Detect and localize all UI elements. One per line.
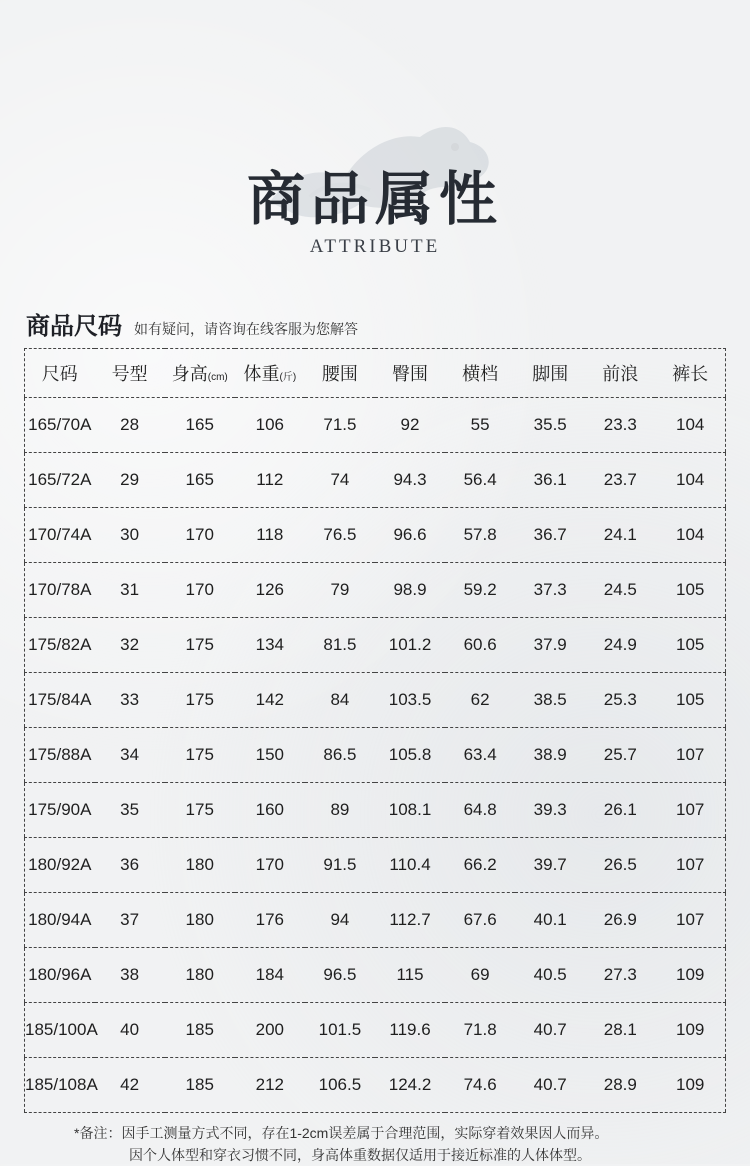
column-header-label: 横档 — [462, 364, 499, 384]
column-header-label: 臀围 — [392, 364, 429, 384]
table-cell: 105 — [655, 563, 725, 618]
table-cell: 66.2 — [445, 838, 515, 893]
table-cell: 28.9 — [585, 1058, 655, 1113]
table-cell: 36.1 — [515, 453, 585, 508]
table-cell: 30 — [95, 508, 165, 563]
table-cell: 175 — [165, 783, 235, 838]
section-header — [26, 306, 358, 341]
table-cell: 165/72A — [25, 453, 95, 508]
column-header-unit: (斤) — [279, 372, 297, 383]
column-header — [25, 349, 95, 398]
column-header — [375, 349, 445, 398]
table-cell: 126 — [235, 563, 305, 618]
table-cell: 150 — [235, 728, 305, 783]
size-table — [24, 348, 726, 1113]
column-header-unit: (cm) — [207, 372, 228, 383]
table-cell: 185 — [165, 1058, 235, 1113]
table-cell: 74.6 — [445, 1058, 515, 1113]
table-cell: 71.5 — [305, 398, 375, 453]
table-cell: 40.5 — [515, 948, 585, 1003]
table-row — [25, 508, 726, 563]
table-row — [25, 783, 726, 838]
table-cell: 105.8 — [375, 728, 445, 783]
table-cell: 94.3 — [375, 453, 445, 508]
table-cell: 103.5 — [375, 673, 445, 728]
table-cell: 134 — [235, 618, 305, 673]
table-cell: 185/108A — [25, 1058, 95, 1113]
column-header-label: 裤长 — [672, 364, 709, 384]
table-cell: 37.9 — [515, 618, 585, 673]
table-cell: 175 — [165, 618, 235, 673]
column-header — [235, 349, 305, 398]
table-cell: 107 — [655, 893, 725, 948]
table-cell: 40.7 — [515, 1058, 585, 1113]
table-cell: 185/100A — [25, 1003, 95, 1058]
column-header — [515, 349, 585, 398]
table-cell: 23.3 — [585, 398, 655, 453]
table-cell: 26.5 — [585, 838, 655, 893]
table-cell: 104 — [655, 508, 725, 563]
table-cell: 165 — [165, 398, 235, 453]
table-cell: 35 — [95, 783, 165, 838]
table-cell: 118 — [235, 508, 305, 563]
table-cell: 106.5 — [305, 1058, 375, 1113]
table-cell: 42 — [95, 1058, 165, 1113]
table-cell: 26.1 — [585, 783, 655, 838]
column-header-label: 脚围 — [532, 364, 569, 384]
table-cell: 36.7 — [515, 508, 585, 563]
table-cell: 175 — [165, 673, 235, 728]
footnote-line-1: *备注：因手工测量方式不同，存在1-2cm误差属于合理范围，实际穿着效果因人而异。 — [74, 1125, 609, 1141]
table-cell: 170 — [235, 838, 305, 893]
column-header — [165, 349, 235, 398]
column-header — [655, 349, 725, 398]
table-cell: 28.1 — [585, 1003, 655, 1058]
table-cell: 24.5 — [585, 563, 655, 618]
table-cell: 24.1 — [585, 508, 655, 563]
table-cell: 33 — [95, 673, 165, 728]
table-cell: 200 — [235, 1003, 305, 1058]
table-cell: 81.5 — [305, 618, 375, 673]
table-cell: 170/78A — [25, 563, 95, 618]
page-subtitle-en: ATTRIBUTE — [309, 236, 441, 257]
table-cell: 165 — [165, 453, 235, 508]
table-cell: 176 — [235, 893, 305, 948]
table-cell: 160 — [235, 783, 305, 838]
table-cell: 175/82A — [25, 618, 95, 673]
table-cell: 57.8 — [445, 508, 515, 563]
table-cell: 165/70A — [25, 398, 95, 453]
table-row — [25, 673, 726, 728]
table-row — [25, 1058, 726, 1113]
section-subtitle: 如有疑问，请咨询在线客服为您解答 — [134, 321, 358, 337]
table-cell: 40 — [95, 1003, 165, 1058]
table-row — [25, 618, 726, 673]
column-header-label: 尺码 — [41, 364, 78, 384]
column-header — [445, 349, 515, 398]
table-row — [25, 1003, 726, 1058]
table-cell: 29 — [95, 453, 165, 508]
table-cell: 109 — [655, 1003, 725, 1058]
table-body — [25, 398, 726, 1113]
table-row — [25, 948, 726, 1003]
table-cell: 170/74A — [25, 508, 95, 563]
table-cell: 107 — [655, 838, 725, 893]
table-cell: 91.5 — [305, 838, 375, 893]
table-cell: 170 — [165, 508, 235, 563]
table-cell: 62 — [445, 673, 515, 728]
table-cell: 184 — [235, 948, 305, 1003]
table-cell: 142 — [235, 673, 305, 728]
column-header-label: 身高 — [171, 364, 208, 384]
table-cell: 27.3 — [585, 948, 655, 1003]
section-title: 商品尺码 — [26, 313, 122, 340]
table-cell: 104 — [655, 453, 725, 508]
table-cell: 96.5 — [305, 948, 375, 1003]
table-cell: 37 — [95, 893, 165, 948]
table-row — [25, 893, 726, 948]
table-cell: 180/92A — [25, 838, 95, 893]
table-cell: 76.5 — [305, 508, 375, 563]
column-header-label: 体重 — [243, 364, 280, 384]
table-cell: 24.9 — [585, 618, 655, 673]
table-cell: 112.7 — [375, 893, 445, 948]
table-cell: 101.5 — [305, 1003, 375, 1058]
table-cell: 40.7 — [515, 1003, 585, 1058]
table-cell: 28 — [95, 398, 165, 453]
table-cell: 84 — [305, 673, 375, 728]
column-header — [95, 349, 165, 398]
column-header — [305, 349, 375, 398]
table-cell: 31 — [95, 563, 165, 618]
table-cell: 67.6 — [445, 893, 515, 948]
table-cell: 107 — [655, 728, 725, 783]
table-cell: 36 — [95, 838, 165, 893]
table-cell: 74 — [305, 453, 375, 508]
table-cell: 35.5 — [515, 398, 585, 453]
table-cell: 180/94A — [25, 893, 95, 948]
table-cell: 40.1 — [515, 893, 585, 948]
table-cell: 115 — [375, 948, 445, 1003]
table-cell: 119.6 — [375, 1003, 445, 1058]
page-title: 商品属性 — [246, 165, 503, 233]
table-cell: 92 — [375, 398, 445, 453]
table-cell: 180/96A — [25, 948, 95, 1003]
table-cell: 109 — [655, 1058, 725, 1113]
table-row — [25, 453, 726, 508]
table-cell: 71.8 — [445, 1003, 515, 1058]
table-cell: 109 — [655, 948, 725, 1003]
column-header — [585, 349, 655, 398]
table-cell: 175/88A — [25, 728, 95, 783]
table-cell: 25.7 — [585, 728, 655, 783]
table-row — [25, 563, 726, 618]
table-cell: 55 — [445, 398, 515, 453]
table-cell: 175/84A — [25, 673, 95, 728]
table-cell: 180 — [165, 948, 235, 1003]
table-cell: 105 — [655, 673, 725, 728]
table-cell: 63.4 — [445, 728, 515, 783]
table-cell: 79 — [305, 563, 375, 618]
table-cell: 37.3 — [515, 563, 585, 618]
table-cell: 108.1 — [375, 783, 445, 838]
table-cell: 25.3 — [585, 673, 655, 728]
table-cell: 69 — [445, 948, 515, 1003]
table-row — [25, 398, 726, 453]
table-cell: 56.4 — [445, 453, 515, 508]
table-cell: 86.5 — [305, 728, 375, 783]
table-cell: 38 — [95, 948, 165, 1003]
table-cell: 38.5 — [515, 673, 585, 728]
table-row — [25, 728, 726, 783]
table-cell: 60.6 — [445, 618, 515, 673]
table-cell: 96.6 — [375, 508, 445, 563]
table-cell: 89 — [305, 783, 375, 838]
table-cell: 34 — [95, 728, 165, 783]
table-cell: 94 — [305, 893, 375, 948]
table-cell: 185 — [165, 1003, 235, 1058]
table-cell: 180 — [165, 838, 235, 893]
table-cell: 107 — [655, 783, 725, 838]
footnote-line-2: 因个人体型和穿衣习惯不同，身高体重数据仅适用于接近标准的人体体型。 — [129, 1147, 591, 1163]
table-cell: 110.4 — [375, 838, 445, 893]
table-cell: 105 — [655, 618, 725, 673]
table-cell: 106 — [235, 398, 305, 453]
table-cell: 175 — [165, 728, 235, 783]
table-cell: 124.2 — [375, 1058, 445, 1113]
table-cell: 101.2 — [375, 618, 445, 673]
table-cell: 212 — [235, 1058, 305, 1113]
table-cell: 39.7 — [515, 838, 585, 893]
table-cell: 180 — [165, 893, 235, 948]
table-cell: 39.3 — [515, 783, 585, 838]
table-cell: 59.2 — [445, 563, 515, 618]
table-cell: 38.9 — [515, 728, 585, 783]
table-cell: 98.9 — [375, 563, 445, 618]
table-cell: 170 — [165, 563, 235, 618]
table-cell: 112 — [235, 453, 305, 508]
table-cell: 32 — [95, 618, 165, 673]
column-header-label: 腰围 — [321, 364, 358, 384]
table-row — [25, 838, 726, 893]
column-header-label: 前浪 — [602, 364, 639, 384]
table-cell: 26.9 — [585, 893, 655, 948]
table-header-row — [25, 349, 726, 398]
column-header-label: 号型 — [111, 364, 148, 384]
table-cell: 104 — [655, 398, 725, 453]
table-cell: 175/90A — [25, 783, 95, 838]
table-cell: 64.8 — [445, 783, 515, 838]
table-cell: 23.7 — [585, 453, 655, 508]
